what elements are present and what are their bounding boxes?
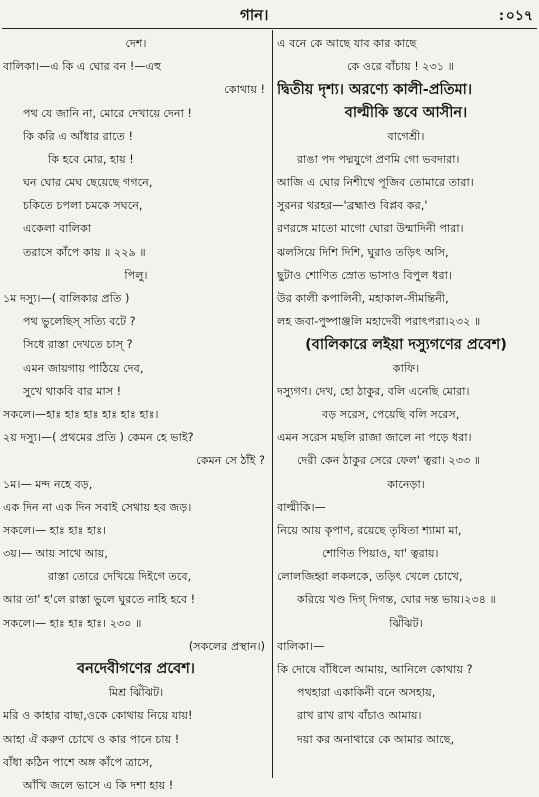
verse-line: আঁখি জলে ভাসে এ কি দশা হায় ! xyxy=(23,778,174,792)
page-header xyxy=(0,0,539,28)
raga-heading: মিশ্র ঝিঁঝিট। xyxy=(108,686,164,700)
verse-line: শোণিত পিয়াও, যা' ত্বরায়। xyxy=(322,547,439,561)
verse-line: ঘন ঘোর মেঘ ছেয়েছে গগনে, xyxy=(23,176,153,190)
speaker-line: ১ম দস্যু।—( বালিকার প্রতি ) xyxy=(3,292,130,306)
verse-line: একেলা বালিকা xyxy=(23,222,92,236)
raga-heading: দেশ। xyxy=(125,36,147,50)
scene-heading: দ্বিতীয় দৃশ্য। অরণ্যে কালী-প্রতিমা। xyxy=(277,81,473,98)
verse-line: আহা ঐ করুণ চোখে ও কার পানে চায় ! xyxy=(3,732,180,746)
page-title: গান। xyxy=(240,6,269,24)
speaker-line: সকলে।—হাঃ হাঃ হাঃ হাঃ হাঃ হাঃ। xyxy=(3,407,159,421)
verse-line: রাস্তা তোরে দেখিয়ে দিইগে তবে, xyxy=(48,570,192,584)
speaker-line: বালিকা।—এ কি এ ঘোর বন !—এহু xyxy=(3,60,162,74)
verse-line: আর তা' হ'লে রাস্তা ভুলে ঘুরতে নাহি হবে ! xyxy=(3,593,196,607)
raga-heading: ঝিঁঝিট। xyxy=(389,616,423,630)
verse-line: করিয়ে খণ্ড দিগ্ দিগন্ত, ঘোর দন্ত ভায়।২৩৪ ॥ xyxy=(297,593,496,607)
verse-line: সিধে রাস্তা দেখতে চাস্ ? xyxy=(23,338,133,352)
verse-line: পথ ভুলেছিস্ সত্যি বটে ? xyxy=(23,315,136,329)
raga-heading: পিলু। xyxy=(124,268,148,282)
verse-line: নিয়ে আয় কৃপাণ, রয়েছে তৃষিতা শ্যামা মা, xyxy=(277,523,462,537)
verse-line: বাঁধা কঠিন পাশে অঙ্গ কাঁপে ত্রাসে, xyxy=(3,755,153,769)
raga-heading: কানেড়া। xyxy=(387,477,425,491)
right-column xyxy=(277,32,535,751)
verse-line: কি করি এ আঁধার রাতে ! xyxy=(23,129,133,143)
verse-line: রণরঙ্গে মাতো মাগো ঘোরা উন্মাদিনী পারা। xyxy=(277,222,464,236)
left-column xyxy=(3,32,269,797)
verse-line: দেরী কেন ঠাকুর সেরে ফেল' ত্বরা। ২৩৩ ॥ xyxy=(297,454,481,468)
verse-line: পথ যে জানি না, মোরে দেখায়ে দেনা ! xyxy=(23,106,192,120)
verse-line: এমন জায়গায় পাঠিয়ে দেব, xyxy=(23,361,144,375)
verse-line: ছুটাও শোণিত স্রোত ভাসাও বিপুল ধরা। xyxy=(277,268,452,282)
verse-line: লোলজিহ্বা লকলকে, তড়িৎ খেলে চোখে, xyxy=(277,570,463,584)
verse-line: বড় সরেস, পেয়েছি বলি সরেস, xyxy=(322,407,460,421)
column-divider xyxy=(272,30,273,778)
verse-line: রাখ রাখ রাখ বাঁচাও আমায়। xyxy=(297,709,422,723)
scene-heading: বাল্মীকি স্তবে আসীন। xyxy=(344,104,468,121)
header-rule xyxy=(2,28,537,29)
verse-line: রাঙা পদ পদ্মযুগে প্রণমি গো ভবদারা। xyxy=(297,152,460,166)
raga-heading: বাগেশ্রী। xyxy=(387,129,425,143)
speaker-line: ১ম।— মন্দ নহে বড়, xyxy=(3,477,93,491)
verse-line: চকিতে চপলা চমকে সঘনে, xyxy=(23,199,143,213)
verse-line: কি হবে মোর, হায় ! xyxy=(48,152,134,166)
speaker-line: বালিকা।— xyxy=(277,639,325,653)
verse-line: সুরনর থরহর—'ব্রহ্মাণ্ড বিপ্লব কর,' xyxy=(277,199,428,213)
verse-line: মরি ও কাহার বাছা,ওকে কোথায় নিয়ে যায়! xyxy=(3,709,193,723)
verse-line: এ বনে কে আছে যাব কার কাছে xyxy=(277,36,417,50)
verse-line: পথহারা একাকিনী বনে অসহায়, xyxy=(297,686,436,700)
verse-line: তরাসে কাঁপে কায় ॥ ২২৯ ॥ xyxy=(23,245,146,259)
speaker-line: দস্যুগণ। দেখ, হো ঠাকুর, বলি এনেছি মোরা। xyxy=(277,384,470,398)
verse-line: কি দোষে বাঁধিলে আমায়, আনিলে কোথায় ? xyxy=(277,663,473,677)
verse-line: কেমন সে ঠাঁই ? xyxy=(196,454,265,468)
verse-line: এমন সরেস মছলি রাজা জালে না পড়ে ধরা। xyxy=(277,431,472,445)
stage-direction: (সকলের প্রস্থান।) xyxy=(188,639,265,653)
speaker-line: ২য় দস্যু।—( প্রথমের প্রতি ) কেমন হে ভাই? xyxy=(3,431,194,445)
verse-line: দয়া কর অনাথারে কে আমার আছে, xyxy=(297,732,455,746)
page-number: :০১৭ xyxy=(497,8,533,24)
speaker-line: সকলে।— হাঃ হাঃ হাঃ। xyxy=(3,523,107,537)
verse-line: এক দিন না এক দিন সবাই সেথায় হব জড়। xyxy=(3,500,192,514)
verse-line: ঝলসিয়ে দিশি দিশি, ঘুরাও তড়িৎ অসি, xyxy=(277,245,449,259)
verse-line: উর কালী কপালিনী, মহাকাল-সীমন্তিনী, xyxy=(277,292,449,306)
scene-heading: (বালিকারে লইয়া দস্যুগণের প্রবেশ) xyxy=(305,336,507,353)
speaker-line: ৩য়।— আয় সাথে আয়, xyxy=(3,547,108,561)
speaker-line: সকলে।— হাঃ হাঃ হাঃ। ২৩০ ॥ xyxy=(3,616,142,630)
speaker-line: বাল্মীকি।— xyxy=(277,500,326,514)
verse-line: লহ জবা-পুষ্পাঞ্জলি মহাদেবী পরাৎপরা।২৩২ ॥ xyxy=(277,315,481,329)
verse-line: আজি এ ঘোর নিশীথে পূজিব তোমারে তারা। xyxy=(277,176,474,190)
verse-line: কে ওরে বাঁচায় ! ২৩১ ॥ xyxy=(347,60,454,74)
verse-line: সুখে থাকবি বার মাস ! xyxy=(23,384,122,398)
verse-line: কোথায় ! xyxy=(224,83,265,97)
raga-heading: কাফি। xyxy=(392,361,420,375)
scene-heading: বনদেবীগণের প্রবেশ। xyxy=(77,661,195,678)
